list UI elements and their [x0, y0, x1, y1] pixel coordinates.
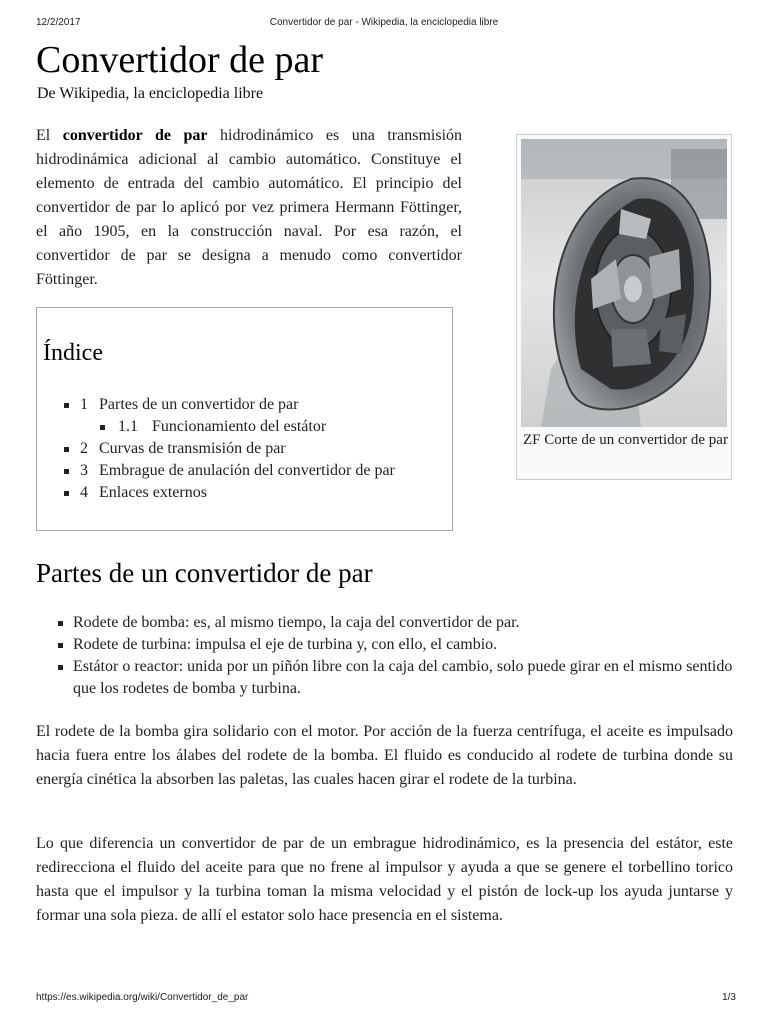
torque-converter-illustration — [521, 139, 727, 427]
list-item — [36, 634, 736, 656]
page-title: Convertidor de par — [36, 39, 324, 81]
page-number: 1/3 — [722, 992, 736, 1003]
page-subtitle: De Wikipedia, la enciclopedia libre — [37, 85, 264, 102]
print-header — [0, 17, 768, 31]
list-item — [36, 656, 736, 700]
toc-item-embrague[interactable] — [37, 460, 454, 482]
toc-label: Curvas de transmisión de par — [99, 440, 286, 457]
toc-number: 1.1 — [118, 418, 138, 435]
toc-bullet — [64, 491, 69, 496]
toc-label: Embrague de anulación del convertidor de par — [99, 462, 395, 479]
toc-label: Funcionamiento del estátor — [152, 418, 327, 435]
toc-label: Partes de un convertidor de par — [99, 396, 299, 413]
toc-item-partes[interactable] — [37, 394, 454, 416]
list-bullet — [58, 665, 63, 670]
list-item-text: Rodete de turbina: impulsa el eje de turbina y, con ello, el cambio. — [73, 636, 498, 653]
toc-bullet — [64, 403, 69, 408]
table-of-contents — [36, 307, 453, 531]
print-date: 12/2/2017 — [36, 17, 81, 28]
print-footer — [0, 992, 768, 1006]
list-item — [36, 612, 736, 634]
print-document-title: Convertidor de par - Wikipedia, la enciclopedia libre — [269, 17, 499, 28]
intro-bold-term[interactable]: convertidor de par — [62, 127, 208, 144]
list-item-text: Rodete de bomba: es, al mismo tiempo, la caja del convertidor de par. — [73, 614, 520, 631]
print-url[interactable]: https://es.wikipedia.org/wiki/Convertidor_de_par — [36, 992, 249, 1003]
infobox-thumbnail — [516, 134, 732, 480]
image-caption: ZF Corte de un convertidor de par — [523, 432, 728, 448]
list-item-text: Estátor o reactor: unida por un piñón libre con la caja del cambio, solo puede girar en el mismo sentido que los rodetes de bomba y turbina. — [73, 658, 733, 697]
toc-bullet — [64, 469, 69, 474]
toc-item-enlaces[interactable] — [37, 482, 454, 504]
intro-paragraph — [36, 124, 462, 292]
toc-number: 3 — [80, 462, 88, 479]
body-paragraph: Lo que diferencia un convertidor de par de un embrague hidrodinámico, es la presencia del estátor, este redirecciona el fluido del aceite para que no frene al impulsor y ayuda a que se genere el torbellino torico hasta que el impulsor y la turbina toman la misma velocidad y el pistón de lock-up los ayuda juntarse y formar una sola pieza. de allí el estator solo hace presencia en el sistema. — [36, 835, 733, 924]
list-bullet — [58, 621, 63, 626]
intro-lead: El — [36, 127, 63, 144]
list-bullet — [58, 643, 63, 648]
torque-converter-image[interactable] — [521, 139, 727, 427]
toc-label: Enlaces externos — [99, 484, 207, 501]
toc-bullet — [64, 447, 69, 452]
toc-title: Índice — [43, 340, 103, 366]
section-heading-partes: Partes de un convertidor de par — [36, 558, 373, 588]
intro-rest: hidrodinámico es una transmisión hidrodinámica adicional al cambio automático. Constituye el elemento de entrada del cambio automático. El principio del convertidor de par lo aplicó por vez primera Hermann Föttinger, el año 1905, en la construcción naval. Por esa razón, el convertidor de par se designa a menudo como convertidor Föttinger. — [36, 127, 463, 288]
toc-list — [37, 394, 454, 504]
toc-item-curvas[interactable] — [37, 438, 454, 460]
toc-bullet — [100, 425, 105, 430]
toc-item-funcionamiento-estator[interactable] — [37, 416, 454, 438]
toc-number: 2 — [80, 440, 88, 457]
toc-number: 4 — [80, 484, 88, 501]
toc-number: 1 — [80, 396, 88, 413]
body-paragraph: El rodete de la bomba gira solidario con el motor. Por acción de la fuerza centrífuga, el aceite es impulsado hacia fuera entre los álabes del rodete de la bomba. El fluido es conducido al rodete de turbina donde su energía cinética la absorben las paletas, las cuales hacen girar el rodete de la turbina. — [36, 723, 733, 788]
parts-list — [36, 612, 736, 700]
